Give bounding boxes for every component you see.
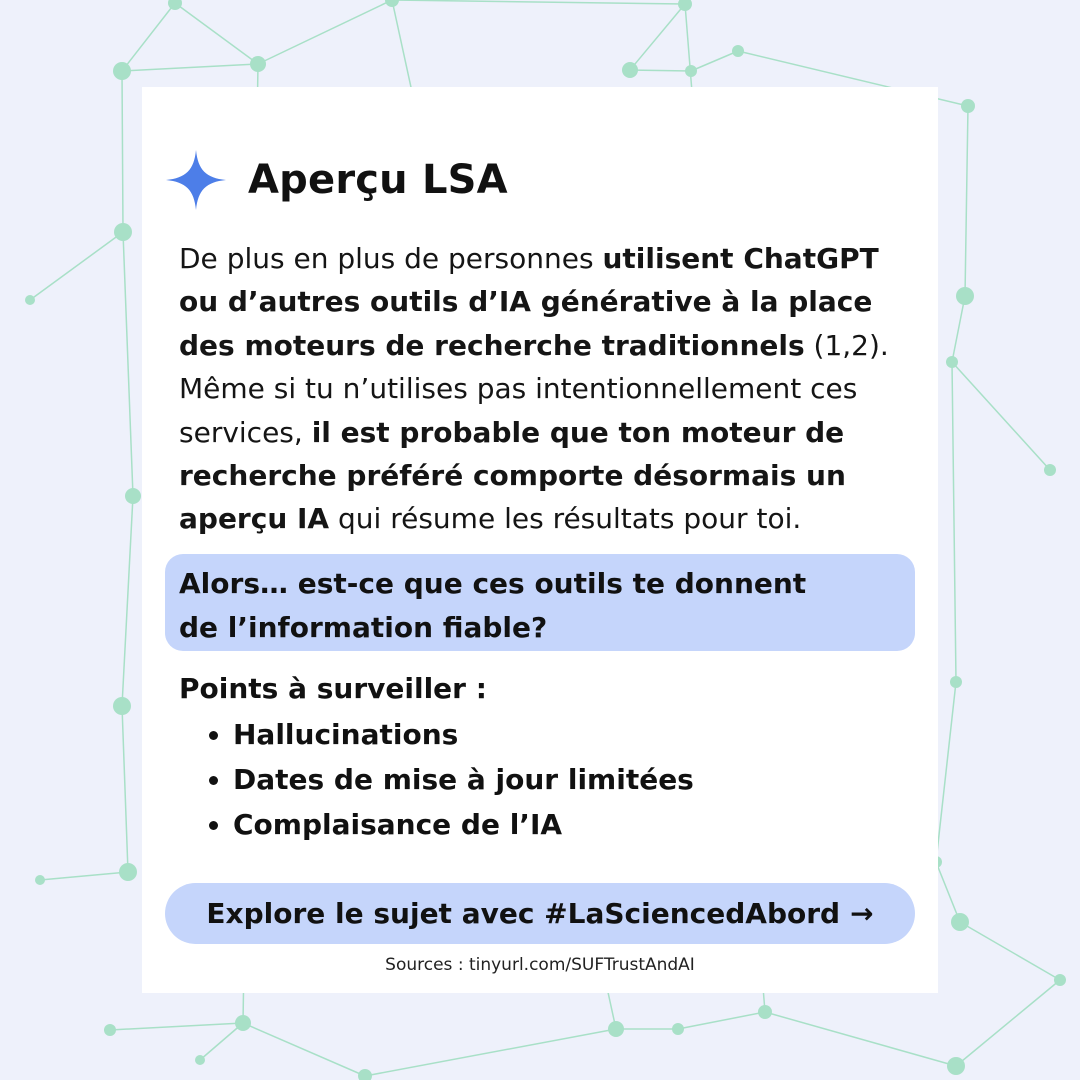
- network-link: [200, 1023, 243, 1060]
- network-node: [114, 223, 132, 241]
- network-link: [392, 0, 685, 4]
- page-title: Aperçu LSA: [248, 157, 508, 203]
- network-link: [952, 362, 1050, 470]
- network-node: [622, 62, 638, 78]
- intro-bold-1: utilisent ChatGPT ou d’autres outils d’IA générative à la place des moteurs de recherche traditionnels: [179, 242, 879, 362]
- intro-text-3: qui résume les résultats pour toi.: [329, 502, 802, 536]
- network-link: [952, 362, 956, 682]
- network-link: [122, 496, 133, 706]
- intro-bold-2: il est probable que ton moteur de recherche préféré comporte désormais un aperçu IA: [179, 415, 846, 536]
- network-node: [1044, 464, 1056, 476]
- network-link: [122, 706, 128, 872]
- network-node: [758, 1005, 772, 1019]
- list-item: • Hallucinations: [233, 712, 879, 757]
- network-node: [119, 863, 137, 881]
- network-node: [672, 1023, 684, 1035]
- sources-text: Sources : tinyurl.com/SUFTrustAndAI: [385, 955, 695, 975]
- network-node: [385, 0, 399, 7]
- network-node: [113, 62, 131, 80]
- list-item: • Complaisance de l’IA: [233, 802, 879, 847]
- network-link: [678, 1012, 765, 1029]
- question-line-1: Alors… est-ce que ces outils te donnent: [179, 567, 807, 600]
- network-link: [936, 862, 960, 922]
- network-node: [104, 1024, 116, 1036]
- question-line-2: de l’information fiable?: [179, 611, 548, 644]
- network-link: [258, 0, 392, 64]
- intro-paragraph: [179, 237, 924, 541]
- network-link: [365, 1029, 616, 1076]
- network-node: [951, 913, 969, 931]
- network-link: [110, 1023, 243, 1030]
- network-link: [630, 70, 691, 71]
- network-link: [960, 922, 1060, 980]
- network-node: [950, 676, 962, 688]
- sparkle-star-icon: [164, 148, 228, 212]
- network-link: [243, 1023, 365, 1076]
- network-node: [961, 99, 975, 113]
- network-node: [685, 65, 697, 77]
- network-link: [122, 71, 123, 232]
- network-link: [765, 1012, 956, 1066]
- network-link: [122, 3, 175, 71]
- network-node: [235, 1015, 251, 1031]
- network-node: [250, 56, 266, 72]
- explore-button[interactable]: [165, 883, 915, 944]
- network-node: [1054, 974, 1066, 986]
- points-section: [179, 667, 879, 847]
- network-node: [732, 45, 744, 57]
- network-link: [936, 682, 956, 862]
- network-node: [35, 875, 45, 885]
- network-node: [113, 697, 131, 715]
- points-list: [179, 712, 879, 847]
- network-node: [125, 488, 141, 504]
- network-node: [195, 1055, 205, 1065]
- intro-text-2: (1,2). Même si tu n’utilises pas intentionnellement ces services,: [179, 328, 889, 449]
- intro-text-1: De plus en plus de personnes: [179, 242, 603, 275]
- network-link: [175, 3, 258, 64]
- network-link: [40, 872, 128, 880]
- network-node: [608, 1021, 624, 1037]
- network-node: [956, 287, 974, 305]
- network-node: [358, 1069, 372, 1080]
- card: [142, 87, 938, 993]
- network-link: [952, 296, 965, 362]
- title-row: [164, 147, 508, 213]
- question-box: [165, 554, 915, 651]
- network-node: [947, 1057, 965, 1075]
- network-link: [965, 106, 968, 296]
- list-item: • Dates de mise à jour limitées: [233, 757, 879, 802]
- network-link: [30, 232, 123, 300]
- network-link: [123, 232, 133, 496]
- network-link: [956, 980, 1060, 1066]
- arrow-right-icon: →: [850, 897, 874, 930]
- explore-button-label: Explore le sujet avec #LaSciencedAbord: [206, 897, 841, 930]
- network-node: [25, 295, 35, 305]
- network-link: [691, 51, 738, 71]
- network-node: [946, 356, 958, 368]
- network-link: [630, 4, 685, 70]
- network-link: [122, 64, 258, 71]
- points-heading: Points à surveiller :: [179, 672, 487, 705]
